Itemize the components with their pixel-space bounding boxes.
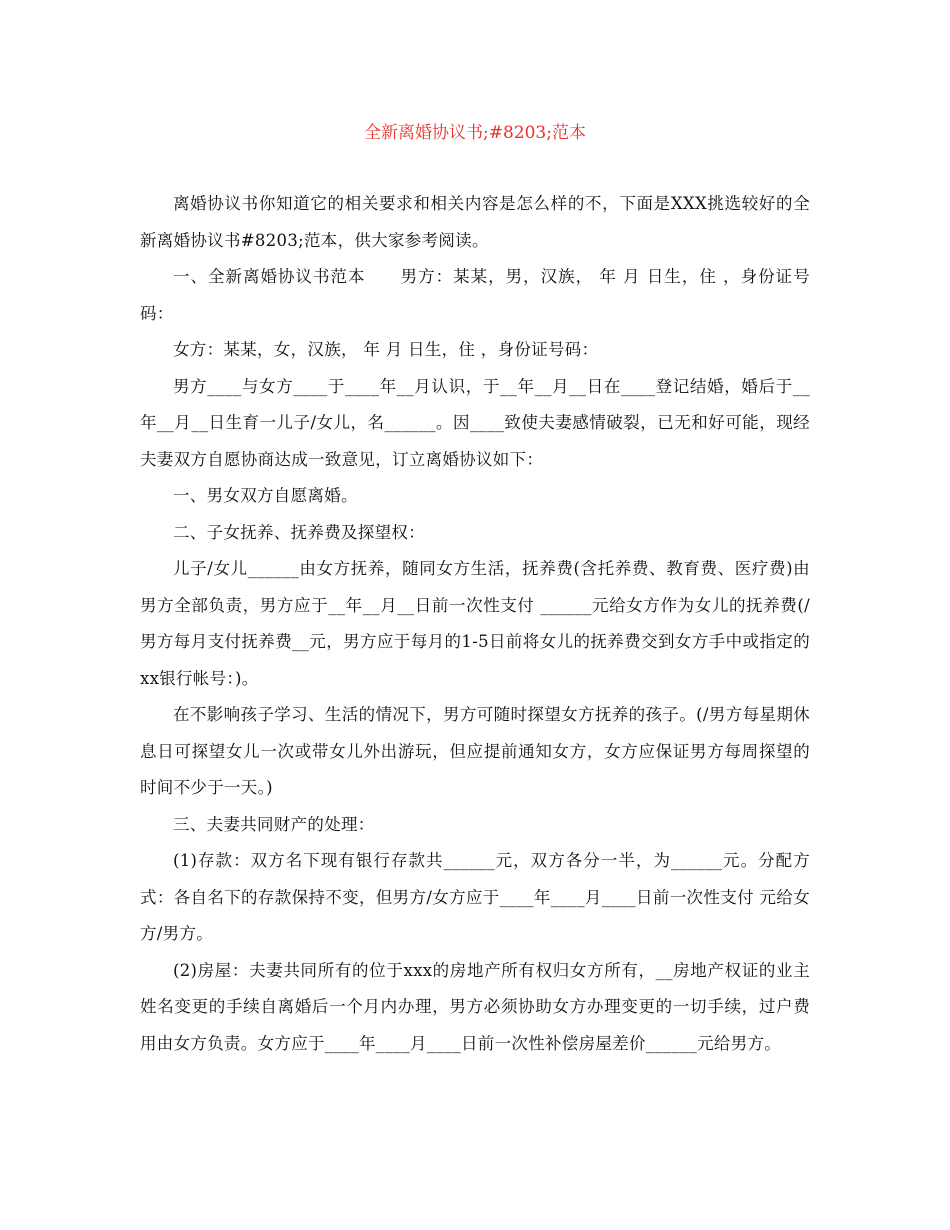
paragraph-savings: (1)存款：双方名下现有银行存款共______元，双方各分一半，为______元。分配方式：各自名下的存款保持不变，但男方/女方应于____年____月____日前一次性支付 元给女方/男方。 [140,851,810,943]
paragraph-house: (2)房屋：夫妻共同所有的位于xxx的房地产所有权归女方所有，__房地产权证的业主姓名变更的手续自离婚后一个月内办理，男方必须协助女方办理变更的一切手续，过户费用由女方负责。女方应于____年____月____日前一次性补偿房屋差价______元给男方。 [140,960,810,1053]
paragraph-clause-3-heading: 三、夫妻共同财产的处理： [173,814,375,834]
paragraph-section-header-male: 一、全新离婚协议书范本 男方：某某，男，汉族， 年 月 日生，住 ，身份证号码： [140,267,810,323]
document-title: 全新离婚协议书;#8203;范本 [364,123,586,143]
paragraph-marriage-background: 男方____与女方____于____年__月认识，于__年__月__日在____登记结婚，婚后于__年__月__日生育一儿子/女儿，名______。因____致使夫妻感情破裂，已无和好可能，现经夫妻双方自愿协商达成一致意见，订立离婚协议如下： [140,376,810,469]
paragraph-clause-1: 一、男女双方自愿离婚。 [173,486,358,505]
document-page [140,118,810,1062]
paragraph-clause-2-heading: 二、子女抚养、抚养费及探望权： [173,522,425,542]
paragraph-intro: 离婚协议书你知道它的相关要求和相关内容是怎么样的不，下面是XXX挑选较好的全新离婚协议书#8203;范本，供大家参考阅读。 [140,194,810,250]
paragraph-child-support: 儿子/女儿______由女方抚养，随同女方生活，抚养费(含托养费、教育费、医疗费)由男方全部负责，男方应于__年__月__日前一次性支付 ______元给女方作为女儿的抚养费(/男方每月支付抚养费__元，男方应于每月的1-5日前将女儿的抚养费交到女方手中或指定的xx银行帐号：)。 [140,559,810,688]
paragraph-visitation: 在不影响孩子学习、生活的情况下，男方可随时探望女方抚养的孩子。(/男方每星期休息日可探望女儿一次或带女儿外出游玩，但应提前通知女方，女方应保证男方每周探望的时间不少于一天。) [140,705,810,797]
paragraph-female-info: 女方：某某，女，汉族， 年 月 日生，住 ，身份证号码： [173,340,599,359]
